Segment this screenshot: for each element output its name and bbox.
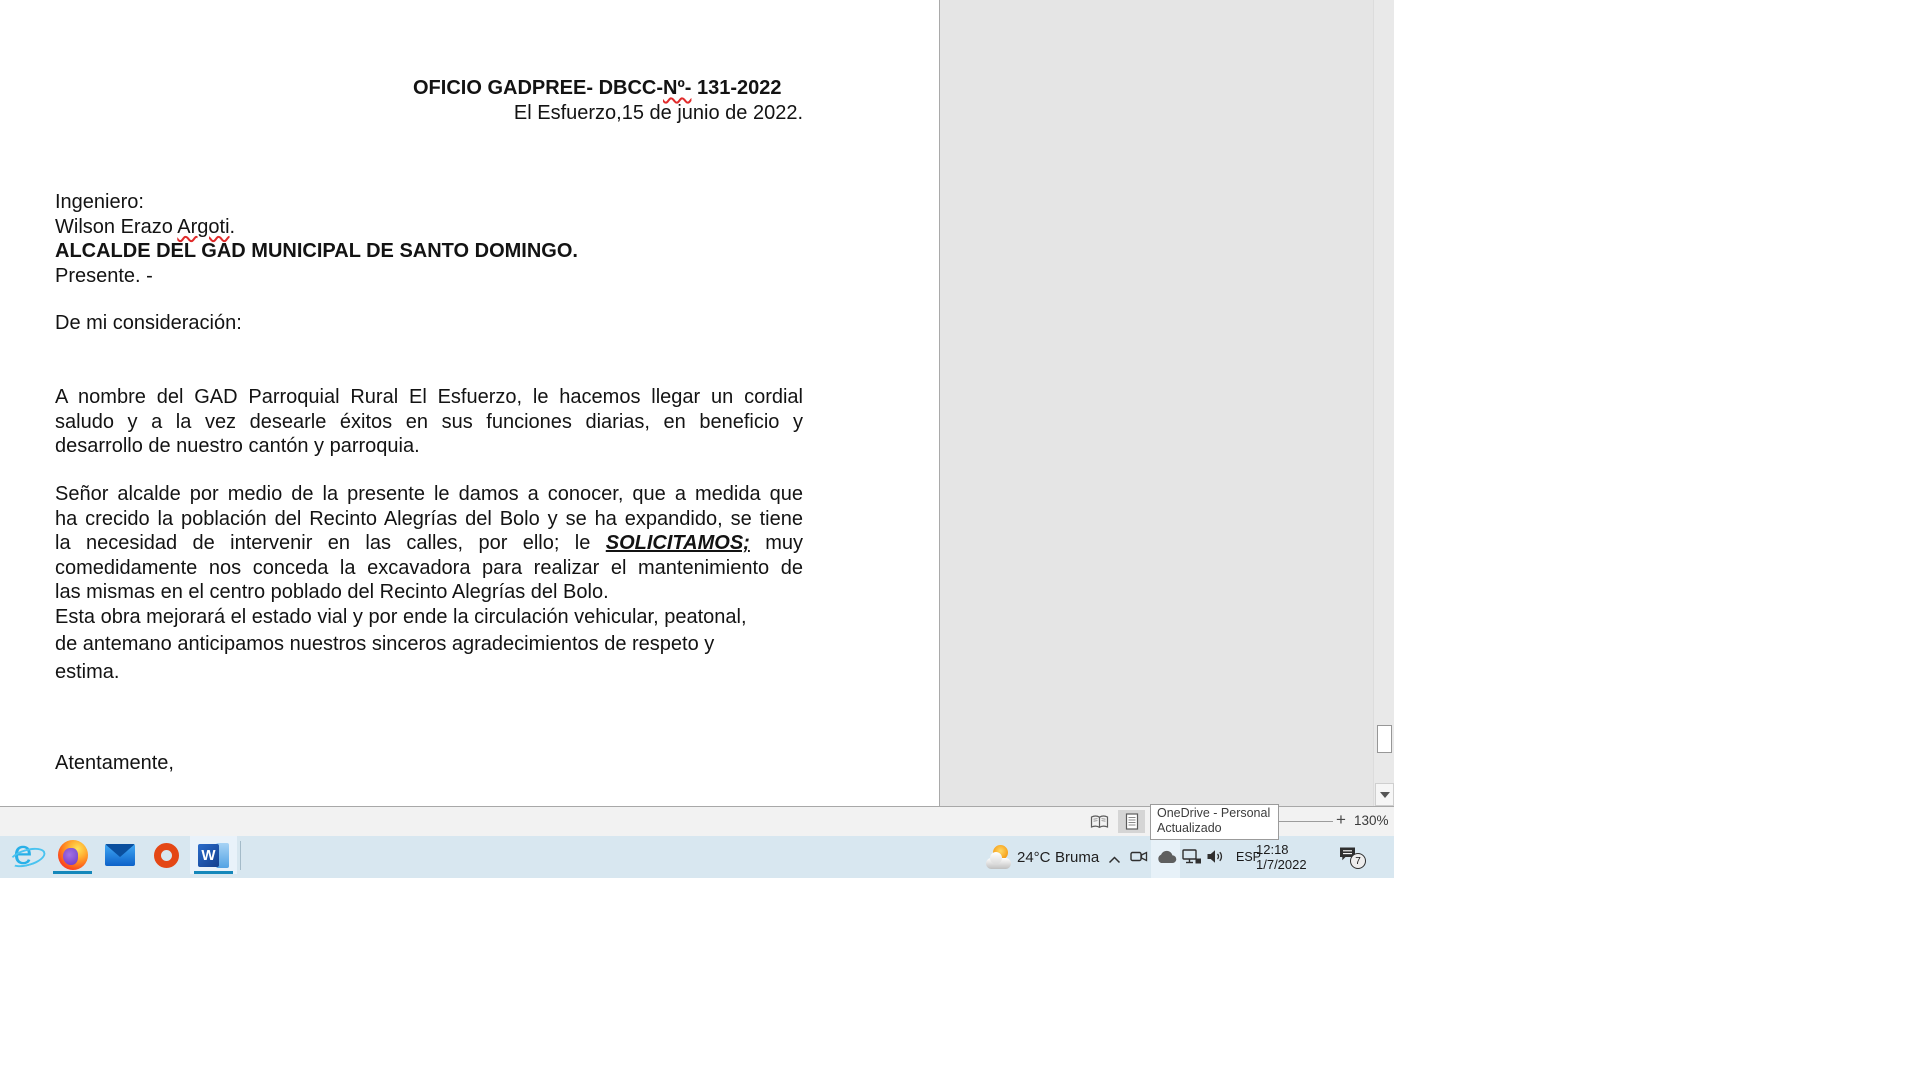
firefox-icon bbox=[58, 840, 88, 870]
clock-date: 1/7/2022 bbox=[1256, 857, 1307, 872]
recipient-presente: Presente. - bbox=[55, 264, 153, 287]
read-mode-icon bbox=[1090, 815, 1109, 829]
network-icon bbox=[1182, 849, 1202, 865]
document-text-line: Señor alcalde por medio de la presente le damos a conocer, que a medida que bbox=[55, 483, 803, 505]
document-text-line: desarrollo de nuestro cantón y parroquia. bbox=[55, 435, 420, 458]
letter-date: El Esfuerzo,15 de junio de 2022. bbox=[513, 101, 803, 124]
chevron-down-icon bbox=[1380, 792, 1390, 798]
letter-number-text: OFICIO GADPREE- DBCC- bbox=[413, 77, 663, 99]
document-text-line: comedidamente nos conceda la excavadora para realizar el mantenimiento de bbox=[55, 556, 803, 579]
document-page[interactable] bbox=[0, 0, 939, 806]
tooltip-title: OneDrive - Personal bbox=[1157, 806, 1271, 820]
ie-letter: e bbox=[13, 834, 33, 872]
taskbar-app-office[interactable] bbox=[143, 836, 190, 874]
document-text-line bbox=[55, 531, 803, 556]
taskbar-app-internet-explorer[interactable] bbox=[2, 836, 49, 874]
recipient-block bbox=[55, 190, 578, 288]
recipient-role: ALCALDE DEL GAD MUNICIPAL DE SANTO DOMINGO. bbox=[55, 240, 578, 263]
emphasized-text: SOLICITAMOS; bbox=[605, 532, 750, 555]
document-text-line: A nombre del GAD Parroquial Rural El Esfuerzo, le hacemos llegar un cordial bbox=[55, 386, 803, 408]
spellcheck-underline: Nº- bbox=[663, 77, 692, 99]
recipient-title: Ingeniero: bbox=[55, 191, 144, 213]
word-icon-letter: W bbox=[198, 844, 219, 867]
print-layout-button[interactable] bbox=[1118, 810, 1145, 833]
onedrive-cloud-icon bbox=[1155, 850, 1177, 864]
spellcheck-underline: Argoti bbox=[177, 215, 230, 238]
taskbar-divider bbox=[240, 841, 241, 870]
open-app-indicator bbox=[53, 871, 92, 874]
taskbar-pinned-apps bbox=[2, 836, 237, 874]
salutation: De mi consideración: bbox=[55, 312, 242, 334]
speaker-icon bbox=[1206, 849, 1225, 864]
open-app-indicator bbox=[194, 871, 233, 874]
document-text-line: de antemano anticipamos nuestros sinceros agradecimientos de respeto y bbox=[55, 633, 715, 656]
weather-icon[interactable] bbox=[986, 845, 1014, 869]
cloud-icon bbox=[986, 858, 1011, 869]
onedrive-tray-button[interactable] bbox=[1151, 836, 1180, 878]
scrollbar-thumb[interactable] bbox=[1377, 725, 1392, 753]
taskbar-clock[interactable] bbox=[1256, 842, 1320, 872]
closing: Atentamente, bbox=[55, 752, 174, 774]
document-text-line: saludo y a la vez desearle éxitos en sus funciones diarias, en beneficio y bbox=[55, 410, 803, 433]
taskbar bbox=[0, 836, 1394, 878]
vertical-scrollbar[interactable] bbox=[1373, 0, 1394, 806]
zoom-level[interactable]: 130% bbox=[1354, 813, 1389, 828]
volume-tray-button[interactable] bbox=[1206, 849, 1225, 869]
paragraph-3 bbox=[55, 604, 803, 686]
scrollbar-down-button[interactable] bbox=[1375, 783, 1394, 806]
weather-condition[interactable]: Bruma bbox=[1055, 849, 1100, 866]
paragraph-2 bbox=[55, 482, 803, 605]
plain-text: la necesidad de intervenir en las calles, por ello; le bbox=[55, 532, 606, 555]
taskbar-app-firefox[interactable] bbox=[49, 836, 96, 874]
mail-icon bbox=[105, 844, 135, 866]
word-icon bbox=[198, 841, 229, 870]
zoom-in-button[interactable]: + bbox=[1336, 810, 1346, 829]
document-text-line: Esta obra mejorará el estado vial y por ende la circulación vehicular, peatonal, bbox=[55, 606, 747, 628]
mail-flap-shadow bbox=[105, 844, 135, 857]
chevron-up-icon bbox=[1108, 856, 1121, 864]
video-camera-icon bbox=[1130, 849, 1148, 864]
tray-expand-button[interactable] bbox=[1108, 851, 1121, 869]
internet-explorer-icon bbox=[11, 834, 41, 872]
clock-time: 12:18 bbox=[1256, 842, 1289, 857]
network-tray-button[interactable] bbox=[1182, 849, 1202, 870]
plain-text: muy bbox=[749, 532, 803, 555]
recipient-name-period: . bbox=[229, 215, 236, 238]
notification-count-badge: 7 bbox=[1350, 853, 1366, 869]
office-icon bbox=[154, 843, 179, 868]
document-text-line: ha crecido la población del Recinto Alegrías del Bolo y se ha expandido, se tiene bbox=[55, 507, 803, 530]
read-mode-button[interactable] bbox=[1086, 810, 1113, 833]
meet-now-button[interactable] bbox=[1130, 849, 1148, 869]
letter-number-line bbox=[413, 76, 803, 101]
document-text-line: estima. bbox=[55, 660, 120, 683]
recipient-name bbox=[55, 215, 578, 240]
language-indicator[interactable]: ESP bbox=[1236, 850, 1262, 864]
letter-header bbox=[413, 76, 803, 125]
tooltip-status: Actualizado bbox=[1157, 821, 1222, 835]
taskbar-app-mail[interactable] bbox=[96, 836, 143, 874]
paragraph-1 bbox=[55, 385, 803, 459]
zoom-slider-track[interactable] bbox=[1277, 821, 1333, 822]
action-center-button[interactable] bbox=[1338, 846, 1361, 867]
letter-number-tail: 131-2022 bbox=[691, 77, 782, 99]
onedrive-tooltip bbox=[1150, 804, 1279, 840]
document-text-line: las mismas en el centro poblado del Recinto Alegrías del Bolo. bbox=[55, 581, 609, 604]
recipient-name-text: Wilson Erazo bbox=[55, 215, 178, 238]
taskbar-app-word[interactable] bbox=[190, 836, 237, 874]
document-canvas-background bbox=[939, 0, 1373, 806]
weather-temperature[interactable]: 24°C bbox=[1017, 849, 1051, 866]
print-layout-icon bbox=[1124, 813, 1140, 830]
